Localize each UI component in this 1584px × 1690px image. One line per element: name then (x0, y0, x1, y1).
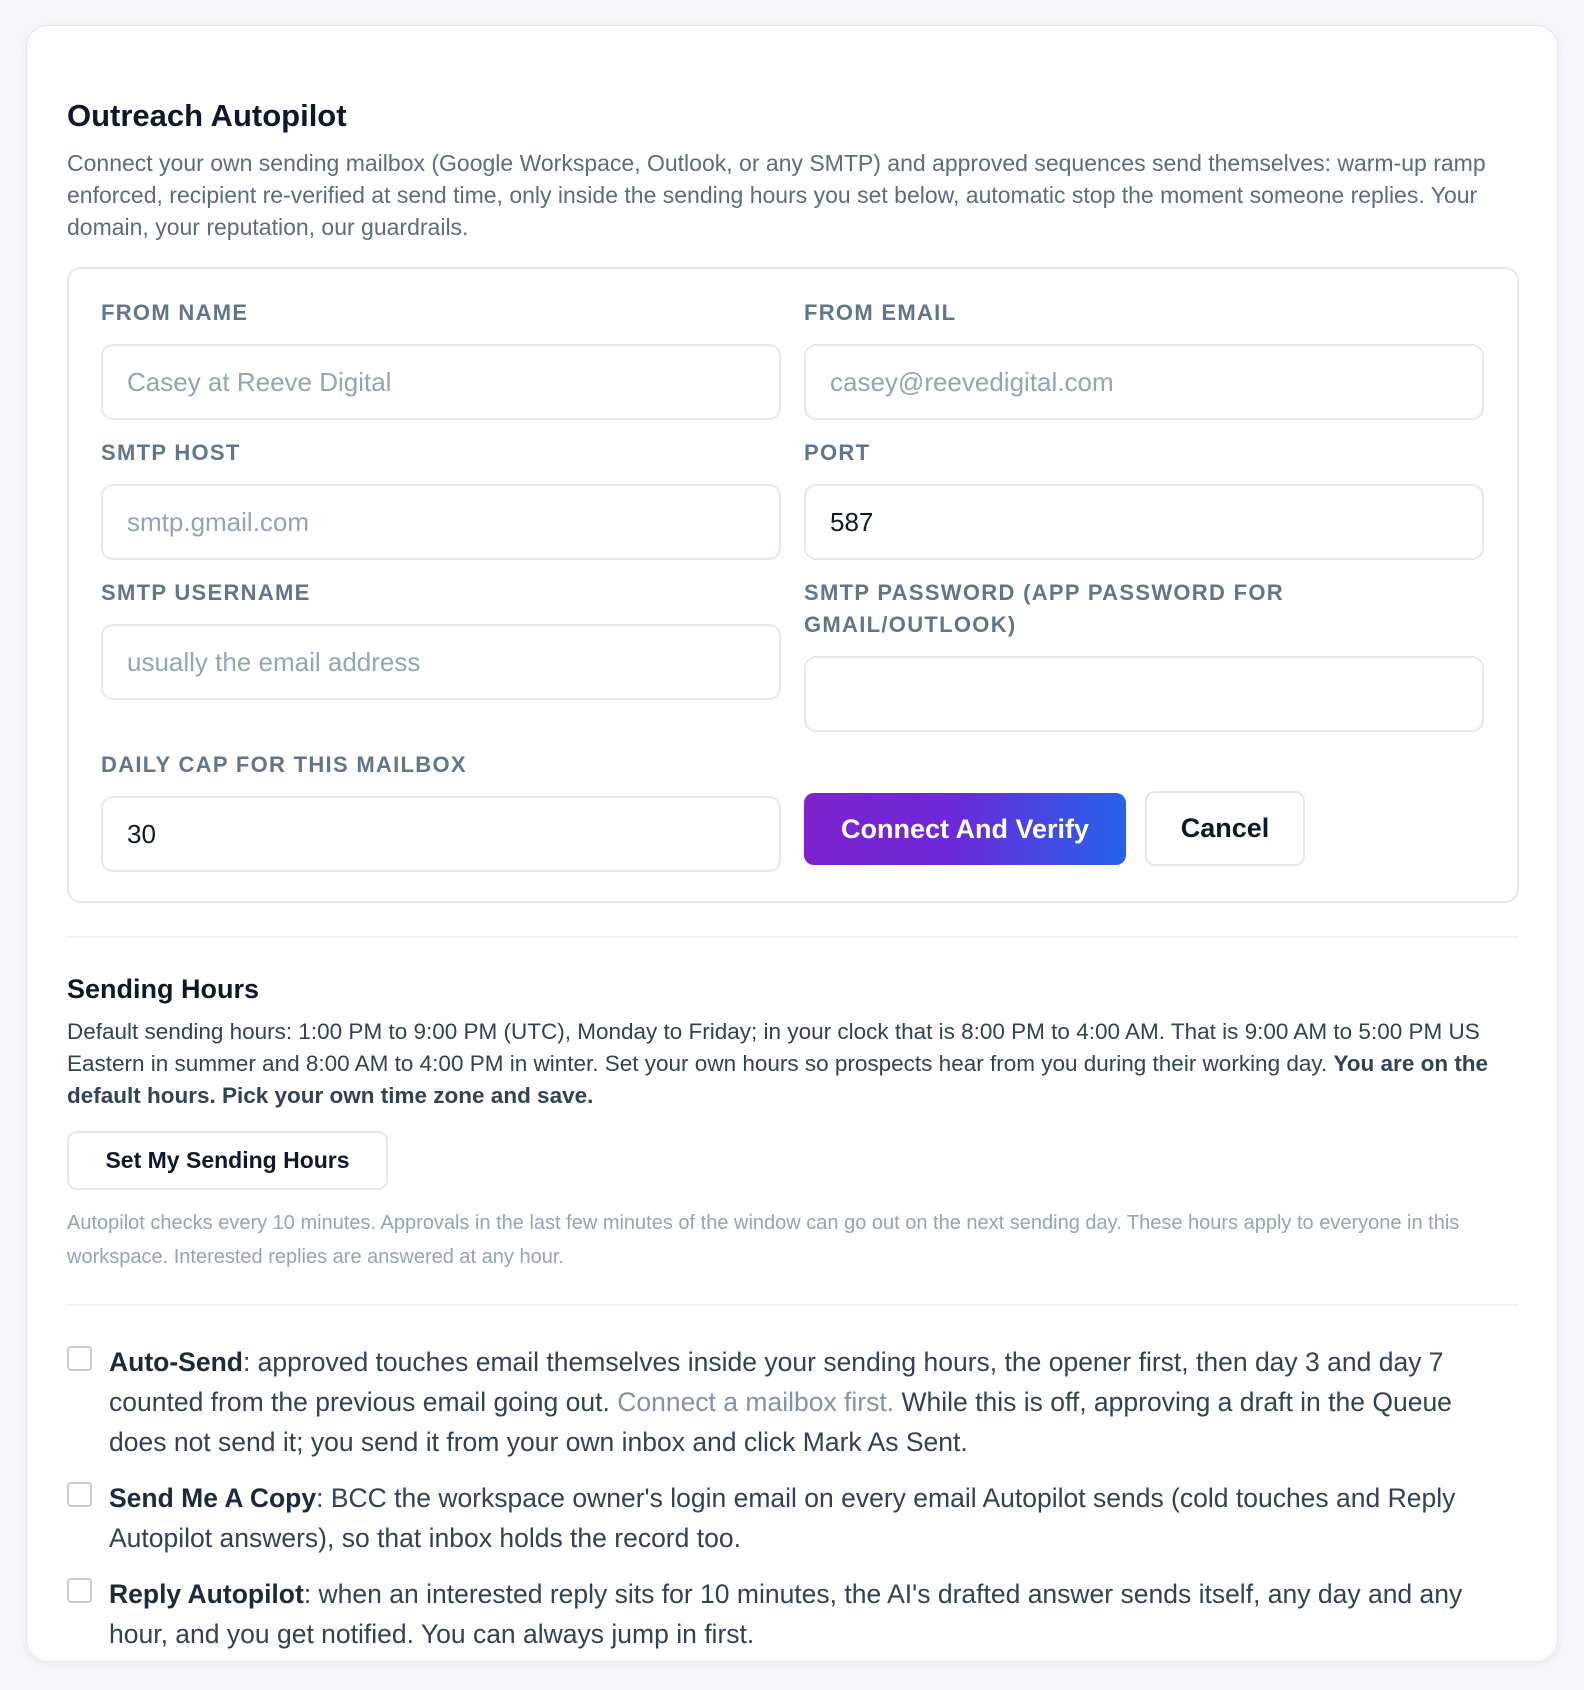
smtp-host-label: SMTP HOST (101, 440, 241, 465)
auto-send-checkbox[interactable] (67, 1346, 92, 1371)
auto-send-text: : approved touches email themselves inside your sending hours, the opener first, then day 3 and day 7 counted from the previous email going out. (109, 1347, 1444, 1417)
auto-send-hint: Connect a mailbox first. (617, 1387, 895, 1417)
sending-hours-note: Autopilot checks every 10 minutes. Approvals in the last few minutes of the window can go out on the next sending day. These hours apply to everyone in this workspace. Interested replies are answered at any hour. (67, 1212, 1460, 1268)
daily-cap-input[interactable] (101, 796, 781, 872)
send-copy-description (109, 1478, 1504, 1558)
from-email-input[interactable] (804, 344, 1484, 420)
section-divider (67, 1304, 1519, 1306)
section-divider (67, 936, 1519, 938)
from-name-label: FROM NAME (101, 300, 249, 325)
mailbox-connect-form (67, 267, 1519, 903)
reply-autopilot-description (109, 1574, 1504, 1654)
reply-autopilot-text: : when an interested reply sits for 10 minutes, the AI's drafted answer sends itself, any day and any hour, and you get notified. You can always jump in first. (109, 1579, 1463, 1649)
sending-hours-title: Sending Hours (67, 974, 260, 1004)
reply-autopilot-checkbox[interactable] (67, 1578, 92, 1603)
auto-send-label: Auto-Send (109, 1347, 243, 1377)
send-copy-checkbox[interactable] (67, 1482, 92, 1507)
autopilot-card (26, 25, 1558, 1662)
port-input[interactable] (804, 484, 1484, 560)
autopilot-description: Connect your own sending mailbox (Google Workspace, Outlook, or any SMTP) and approved sequences send themselves: warm-up ramp enforced, recipient re-verified at send time, only inside the sending hours you set below, automatic stop the moment someone replies. Your domain, your reputation, our guardrails. (67, 150, 1486, 240)
page-title: Outreach Autopilot (67, 98, 347, 133)
port-label: PORT (804, 440, 871, 465)
smtp-username-label: SMTP USERNAME (101, 580, 311, 605)
send-copy-text: : BCC the workspace owner's login email on every email Autopilot sends (cold touches and Reply Autopilot answers), so that inbox holds the record too. (109, 1483, 1456, 1553)
auto-send-description (109, 1342, 1504, 1462)
sending-hours-text: Default sending hours: 1:00 PM to 9:00 PM (UTC), Monday to Friday; in your clock that is 8:00 PM to 4:00 AM. That is 9:00 AM to 5:00 PM US Eastern in summer and 8:00 AM to 4:00 PM in winter. Set your own hours so prospects hear from you during their working day. (67, 1019, 1480, 1076)
smtp-username-input[interactable] (101, 624, 781, 700)
from-email-label: FROM EMAIL (804, 300, 957, 325)
reply-autopilot-label: Reply Autopilot (109, 1579, 304, 1609)
smtp-password-label: SMTP PASSWORD (APP PASSWORD FOR GMAIL/OUTLOOK) (804, 580, 1284, 637)
from-name-input[interactable] (101, 344, 781, 420)
daily-cap-label: DAILY CAP FOR THIS MAILBOX (101, 752, 467, 777)
smtp-host-input[interactable] (101, 484, 781, 560)
smtp-password-input[interactable] (804, 656, 1484, 732)
connect-and-verify-button[interactable]: Connect And Verify (804, 793, 1126, 865)
sending-hours-emphasis: You are on the default hours. Pick your own time zone and save. (67, 1051, 1489, 1108)
sending-hours-description (67, 1016, 1519, 1112)
cancel-button[interactable]: Cancel (1145, 791, 1305, 866)
auto-send-text-continued: While this is off, approving a draft in the Queue does not send it; you send it from your own inbox and click Mark As Sent. (109, 1387, 1452, 1457)
set-sending-hours-button[interactable]: Set My Sending Hours (67, 1131, 388, 1190)
send-copy-label: Send Me A Copy (109, 1483, 317, 1513)
